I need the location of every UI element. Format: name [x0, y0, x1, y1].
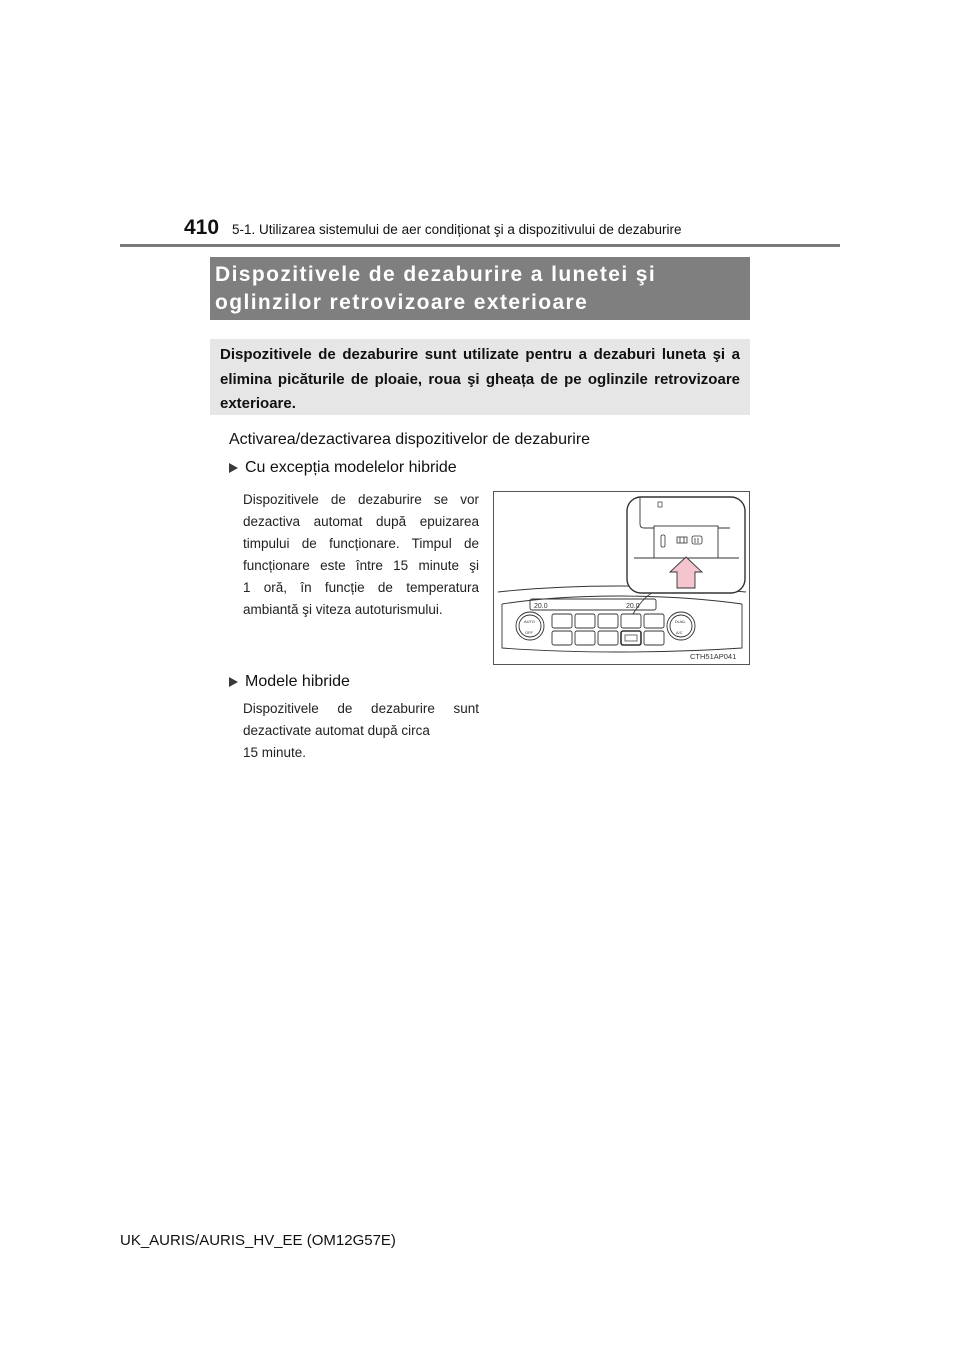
- subheading: Activarea/dezactivarea dispozitivelor de dezaburire: [229, 431, 591, 448]
- page-title-line-2: oglinzilor retrovizoare exterioare: [215, 291, 589, 314]
- summary-box: [210, 339, 750, 415]
- page-title-line-1: Dispozitivele de dezaburire a lunetei şi: [215, 263, 657, 286]
- page-title: [210, 257, 750, 320]
- ac-label: A/C: [676, 630, 683, 635]
- body-line: funcționare este între 15 minute şi: [243, 558, 479, 573]
- temp-right: 20.0: [626, 603, 640, 610]
- body-line: dezactiva automat după epuizarea: [243, 514, 479, 529]
- body-line: timpului de funcționare. Timpul de: [243, 536, 479, 551]
- climate-control-panel: [498, 586, 746, 652]
- rear-defogger-icon: [625, 635, 637, 641]
- body-line: Dispozitivele de dezaburire sunt: [243, 701, 479, 716]
- body-line: 1 oră, în funcție de temperatura: [243, 580, 479, 595]
- body-line: ambiantă şi viteza autoturismului.: [243, 602, 443, 617]
- climate-panel-figure: [493, 491, 750, 665]
- page-number: 410: [184, 216, 220, 239]
- dual-label: DUAL: [675, 619, 686, 624]
- auto-label: AUTO: [524, 619, 536, 624]
- summary-text: Dispozitivele de dezaburire sunt utilizate pentru a dezaburi luneta şi a elimina picăturile de ploaie, roua şi gheața de pe oglinzile retrovizoare exterioare.: [220, 346, 740, 412]
- section-path: 5-1. Utilizarea sistemului de aer condiționat şi a dispozitivului de dezaburire: [232, 222, 682, 237]
- body-hybrid: [243, 698, 479, 764]
- bullet-triangle-icon: [229, 463, 238, 473]
- body-line: Dispozitivele de dezaburire se vor: [243, 492, 479, 507]
- header-rule: [120, 244, 840, 247]
- bullet-hybrid: [229, 673, 350, 691]
- bullet-label: Modele hibride: [245, 673, 350, 690]
- body-line: 15 minute.: [243, 745, 307, 760]
- body-non-hybrid: [243, 489, 479, 621]
- off-label: OFF: [525, 630, 533, 635]
- bullet-triangle-icon: [229, 677, 238, 687]
- figure-code: CTH51AP041: [690, 652, 737, 661]
- body-line: dezactivate automat după circa: [243, 723, 430, 738]
- bullet-non-hybrid: [229, 459, 457, 477]
- footer-doc-id: UK_AURIS/AURIS_HV_EE (OM12G57E): [120, 1232, 396, 1249]
- bullet-label: Cu excepția modelelor hibride: [245, 459, 457, 476]
- temp-left: 20.0: [534, 603, 548, 610]
